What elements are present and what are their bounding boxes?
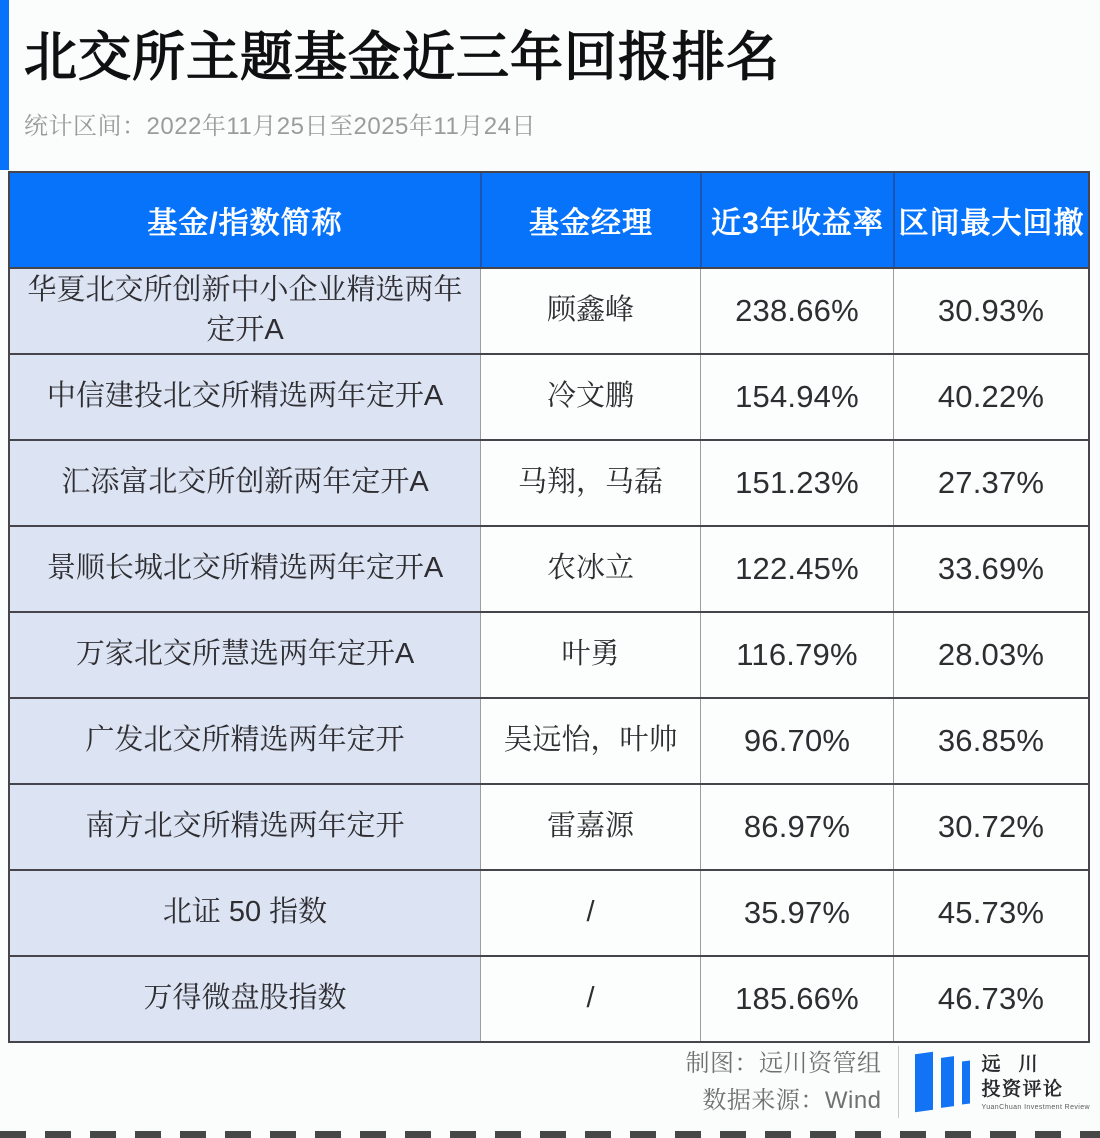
logo-name-line1: 远川 bbox=[981, 1053, 1056, 1075]
logo-wordmark bbox=[982, 1053, 1090, 1111]
table-row bbox=[10, 525, 1088, 611]
table-row bbox=[10, 353, 1088, 439]
column-header-0: 基金/指数简称 bbox=[147, 206, 343, 240]
fund-ranking-table bbox=[8, 171, 1090, 1043]
footer-section bbox=[0, 1040, 1094, 1124]
left-accent-bar bbox=[0, 0, 9, 170]
table-row bbox=[10, 611, 1088, 697]
fund-name-cell: 中信建投北交所精选两年定开A bbox=[10, 355, 480, 439]
fund-name-cell: 北证 50 指数 bbox=[10, 871, 480, 955]
table-row bbox=[10, 267, 1088, 353]
return-cell: 154.94% bbox=[700, 355, 893, 439]
column-header-1: 基金经理 bbox=[480, 173, 700, 267]
fund-name-cell: 南方北交所精选两年定开 bbox=[10, 785, 480, 869]
credits-block bbox=[686, 1045, 882, 1119]
return-cell: 35.97% bbox=[700, 871, 893, 955]
fund-name-cell: 万得微盘股指数 bbox=[10, 957, 480, 1041]
drawdown-cell: 36.85% bbox=[893, 699, 1088, 783]
yuanchuan-logo bbox=[915, 1050, 1094, 1114]
drawdown-cell: 30.72% bbox=[893, 785, 1088, 869]
credit-data-source: 数据来源：Wind bbox=[702, 1087, 882, 1114]
logo-bar-icon bbox=[915, 1052, 933, 1113]
manager-cell: 雷嘉源 bbox=[480, 785, 700, 869]
bottom-dashed-border bbox=[0, 1131, 1100, 1138]
drawdown-cell: 30.93% bbox=[893, 269, 1088, 353]
drawdown-cell: 46.73% bbox=[893, 957, 1088, 1041]
fund-name-cell: 汇添富北交所创新两年定开A bbox=[10, 441, 480, 525]
manager-cell: 顾鑫峰 bbox=[480, 269, 700, 353]
column-header-3: 区间最大回撤 bbox=[893, 173, 1088, 267]
return-cell: 238.66% bbox=[700, 269, 893, 353]
logo-bar-icon bbox=[962, 1060, 970, 1104]
drawdown-cell: 27.37% bbox=[893, 441, 1088, 525]
fund-name-cell: 景顺长城北交所精选两年定开A bbox=[10, 527, 480, 611]
table-row bbox=[10, 783, 1088, 869]
manager-cell: / bbox=[480, 871, 700, 955]
manager-cell: 叶勇 bbox=[480, 613, 700, 697]
header-section bbox=[0, 0, 1100, 141]
return-cell: 116.79% bbox=[700, 613, 893, 697]
logo-bar-icon bbox=[941, 1056, 954, 1108]
return-cell: 151.23% bbox=[700, 441, 893, 525]
fund-name-cell: 广发北交所精选两年定开 bbox=[10, 699, 480, 783]
date-range-subtitle: 统计区间：2022年11月25日至2025年11月24日 bbox=[24, 112, 536, 140]
credit-maker: 制图：远川资管组 bbox=[685, 1049, 882, 1077]
drawdown-cell: 45.73% bbox=[893, 871, 1088, 955]
logo-tagline: YuanChuan Investment Review bbox=[981, 1104, 1090, 1112]
column-header-2: 近3年收益率 bbox=[700, 173, 893, 267]
page-title: 北交所主题基金近三年回报排名 bbox=[24, 28, 780, 87]
table-row bbox=[10, 869, 1088, 955]
manager-cell: 吴远怡，叶帅 bbox=[480, 699, 700, 783]
return-cell: 185.66% bbox=[700, 957, 893, 1041]
table-row bbox=[10, 697, 1088, 783]
manager-cell: 冷文鹏 bbox=[480, 355, 700, 439]
return-cell: 96.70% bbox=[700, 699, 893, 783]
table-row bbox=[10, 439, 1088, 525]
table-body bbox=[10, 267, 1088, 1041]
manager-cell: 农冰立 bbox=[480, 527, 700, 611]
drawdown-cell: 33.69% bbox=[893, 527, 1088, 611]
logo-bars-icon bbox=[915, 1050, 970, 1114]
fund-name-cell: 华夏北交所创新中小企业精选两年定开A bbox=[10, 269, 480, 353]
table-header-row bbox=[10, 173, 1088, 267]
manager-cell: 马翔，马磊 bbox=[480, 441, 700, 525]
fund-name-cell: 万家北交所慧选两年定开A bbox=[10, 613, 480, 697]
footer-divider bbox=[898, 1046, 899, 1118]
drawdown-cell: 28.03% bbox=[893, 613, 1088, 697]
drawdown-cell: 40.22% bbox=[893, 355, 1088, 439]
return-cell: 122.45% bbox=[700, 527, 893, 611]
return-cell: 86.97% bbox=[700, 785, 893, 869]
table-row bbox=[10, 955, 1088, 1041]
logo-name-line2: 投资评论 bbox=[981, 1078, 1064, 1100]
manager-cell: / bbox=[480, 957, 700, 1041]
